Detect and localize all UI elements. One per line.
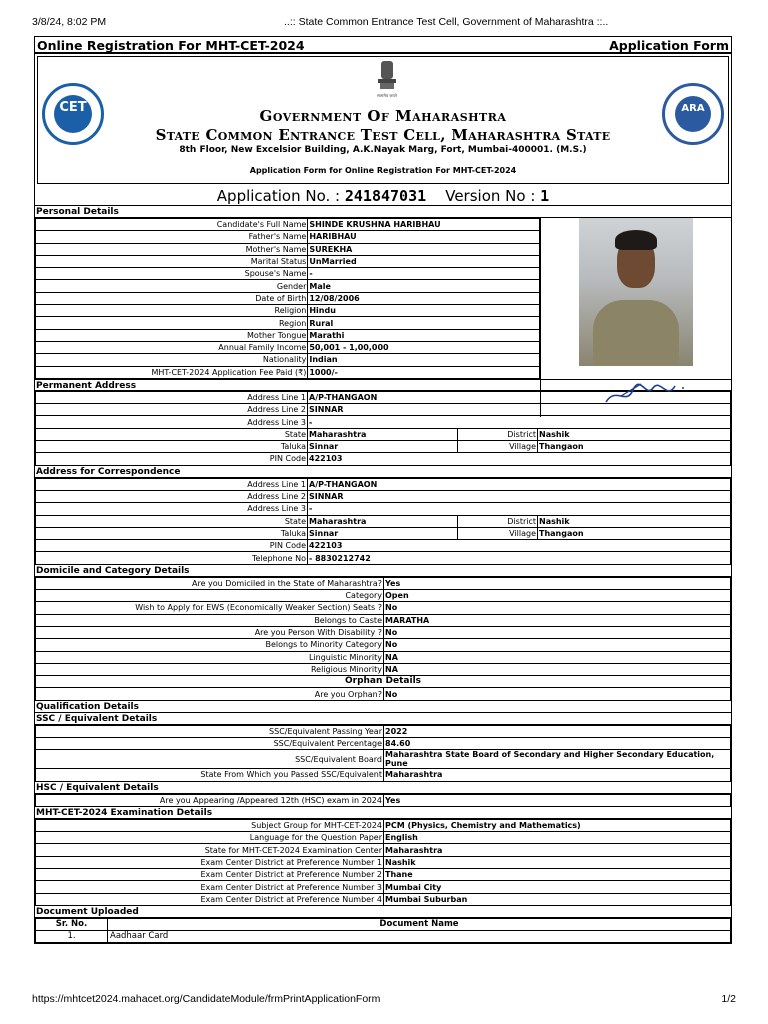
table-row <box>36 856 731 868</box>
field-label: Region <box>36 317 308 329</box>
field-value: Nashik <box>384 856 731 868</box>
table-row: Taluka Sinnar Village Thangaon <box>36 527 731 539</box>
domicile-heading: Domicile and Category Details <box>35 565 731 577</box>
ashoka-emblem-icon <box>372 59 402 99</box>
table-row <box>36 614 731 626</box>
field-value: 50,001 - 1,00,000 <box>308 341 540 353</box>
table-row <box>36 869 731 881</box>
table-row: Address Line 1 A/P-THANGAON <box>36 391 731 403</box>
application-no-label: Application No. : <box>216 187 345 205</box>
government-heading: Government Of Maharashtra <box>259 107 507 125</box>
domicile-table <box>35 577 731 701</box>
table-row <box>36 268 540 280</box>
table-row: Address Line 3 - <box>36 416 731 428</box>
table-row: Address Line 2 SINNAR <box>36 490 731 502</box>
field-label: Language for the Question Paper <box>36 832 384 844</box>
table-row <box>36 219 540 231</box>
documents-table <box>35 918 731 943</box>
form-title-bar <box>35 37 731 54</box>
field-label: Belongs to Minority Category <box>36 639 384 651</box>
candidate-photo <box>579 218 693 366</box>
table-row: PIN Code 422103 <box>36 453 731 465</box>
field-value: Maharashtra <box>384 769 731 781</box>
field-label: Exam Center District at Preference Number 4 <box>36 893 384 905</box>
table-row: Address Line 3 - <box>36 503 731 515</box>
field-value: Male <box>308 280 540 292</box>
field-label: Wish to Apply for EWS (Economically Weaker Section) Seats ? <box>36 602 384 614</box>
personal-table <box>35 218 540 379</box>
table-row <box>36 329 540 341</box>
personal-details <box>35 218 731 379</box>
field-label: Exam Center District at Preference Number 2 <box>36 869 384 881</box>
document-row <box>36 930 731 942</box>
table-row <box>36 305 540 317</box>
orphan-heading: Orphan Details <box>36 676 731 688</box>
field-label: SSC/Equivalent Passing Year <box>36 725 384 737</box>
field-value: Rural <box>308 317 540 329</box>
field-value: Mumbai City <box>384 881 731 893</box>
orphan-heading-row <box>36 676 731 688</box>
photo-signature-cell <box>540 218 731 417</box>
col-sr-no: Sr. No. <box>36 918 108 930</box>
table-row <box>36 255 540 267</box>
field-value: NA <box>384 651 731 663</box>
field-label: Religious Minority <box>36 663 384 675</box>
government-banner <box>37 56 729 184</box>
field-value: MARATHA <box>384 614 731 626</box>
application-form <box>34 36 732 944</box>
field-label: Category <box>36 590 384 602</box>
field-label: Nationality <box>36 354 308 366</box>
print-url: https://mhtcet2024.mahacet.org/CandidateModule/frmPrintApplicationForm <box>32 993 381 1005</box>
correspondence-address-table <box>35 478 731 565</box>
table-row <box>36 725 731 737</box>
table-row: Are you Orphan? No <box>36 688 731 700</box>
field-value: Maharashtra State Board of Secondary and Higher Secondary Education, Pune <box>384 750 731 769</box>
table-row <box>36 769 731 781</box>
field-label: Subject Group for MHT-CET-2024 <box>36 819 384 831</box>
print-page-number: 1/2 <box>721 993 736 1005</box>
permanent-address-heading: Permanent Address <box>35 379 731 391</box>
field-value: English <box>384 832 731 844</box>
emblem-caption: सत्यमेव जयते <box>377 93 397 98</box>
form-caption: Application Form for Online Registration For MHT-CET-2024 <box>249 166 517 175</box>
table-row: State Maharashtra District Nashik <box>36 515 731 527</box>
print-footer <box>32 993 736 1007</box>
field-value: Marathi <box>308 329 540 341</box>
table-row <box>36 819 731 831</box>
field-value: Mumbai Suburban <box>384 893 731 905</box>
field-value: Indian <box>308 354 540 366</box>
field-value: 12/08/2006 <box>308 292 540 304</box>
exam-table <box>35 819 731 906</box>
field-label: Mother's Name <box>36 243 308 255</box>
table-row <box>36 651 731 663</box>
field-label: State From Which you Passed SSC/Equivalent <box>36 769 384 781</box>
field-label: Annual Family Income <box>36 341 308 353</box>
table-row: State Maharashtra District Nashik <box>36 428 731 440</box>
field-label: MHT-CET-2024 Application Fee Paid (₹) <box>36 366 308 378</box>
ara-logo <box>662 83 724 145</box>
table-row <box>36 341 540 353</box>
table-row <box>36 881 731 893</box>
field-label: Religion <box>36 305 308 317</box>
hsc-heading: HSC / Equivalent Details <box>35 782 731 794</box>
ssc-table <box>35 725 731 782</box>
personal-details-heading: Personal Details <box>35 206 731 218</box>
field-label: SSC/Equivalent Percentage <box>36 737 384 749</box>
field-label: Mother Tongue <box>36 329 308 341</box>
field-value: Open <box>384 590 731 602</box>
field-label: Gender <box>36 280 308 292</box>
document-sr-no: 1. <box>36 930 108 942</box>
field-label: Linguistic Minority <box>36 651 384 663</box>
hsc-table <box>35 794 731 807</box>
table-row <box>36 737 731 749</box>
field-value: No <box>384 639 731 651</box>
field-value: PCM (Physics, Chemistry and Mathematics) <box>384 819 731 831</box>
table-row <box>36 366 540 378</box>
table-row <box>36 750 731 769</box>
cell-heading: State Common Entrance Test Cell, Maharashtra State <box>155 126 611 144</box>
table-row <box>36 354 540 366</box>
field-label: Are you Domiciled in the State of Maharashtra? <box>36 577 384 589</box>
field-label: Father's Name <box>36 231 308 243</box>
field-value: No <box>384 602 731 614</box>
form-left-title: Online Registration For MHT-CET-2024 <box>37 38 305 53</box>
field-value: 84.60 <box>384 737 731 749</box>
table-row <box>36 280 540 292</box>
table-row <box>36 577 731 589</box>
col-document-name: Document Name <box>108 918 731 930</box>
table-row <box>36 832 731 844</box>
field-label: Belongs to Caste <box>36 614 384 626</box>
field-value: NA <box>384 663 731 675</box>
application-number-row <box>35 186 731 206</box>
field-value: Maharashtra <box>384 844 731 856</box>
exam-details-heading: MHT-CET-2024 Examination Details <box>35 807 731 819</box>
field-value: Thane <box>384 869 731 881</box>
table-row <box>36 602 731 614</box>
qualification-heading: Qualification Details <box>35 701 731 713</box>
form-right-title: Application Form <box>609 38 729 53</box>
field-value: No <box>384 626 731 638</box>
field-value: SHINDE KRUSHNA HARIBHAU <box>308 219 540 231</box>
document-name: Aadhaar Card <box>108 930 731 942</box>
office-address: 8th Floor, New Excelsior Building, A.K.Nayak Marg, Fort, Mumbai-400001. (M.S.) <box>179 145 587 155</box>
field-value: - <box>308 268 540 280</box>
table-row: Taluka Sinnar Village Thangaon <box>36 441 731 453</box>
table-row <box>36 292 540 304</box>
field-label: Exam Center District at Preference Number 3 <box>36 881 384 893</box>
field-value: 1000/- <box>308 366 540 378</box>
field-value: Hindu <box>308 305 540 317</box>
print-datetime: 3/8/24, 8:02 PM <box>32 16 107 28</box>
field-value: SUREKHA <box>308 243 540 255</box>
documents-heading: Document Uploaded <box>35 906 731 918</box>
print-header <box>32 16 736 30</box>
table-row <box>36 243 540 255</box>
candidate-signature <box>601 376 691 410</box>
table-row <box>36 626 731 638</box>
table-row: Are you Appearing /Appeared 12th (HSC) exam in 2024 Yes <box>36 794 731 806</box>
version-no: 1 <box>540 187 550 205</box>
table-row <box>36 317 540 329</box>
application-no: 241847031 <box>344 187 427 205</box>
field-value: HARIBHAU <box>308 231 540 243</box>
table-row: Telephone No - 8830212742 <box>36 552 731 564</box>
field-label: Exam Center District at Preference Number 1 <box>36 856 384 868</box>
table-row: Address Line 2 SINNAR <box>36 404 731 416</box>
ara-logo-text: ARA <box>681 103 705 114</box>
field-label: State for MHT-CET-2024 Examination Center <box>36 844 384 856</box>
ssc-heading: SSC / Equivalent Details <box>35 713 731 725</box>
table-row <box>36 844 731 856</box>
field-label: Are you Person With Disability ? <box>36 626 384 638</box>
table-row <box>36 663 731 675</box>
field-label: Marital Status <box>36 255 308 267</box>
table-row: PIN Code 422103 <box>36 540 731 552</box>
table-row <box>36 231 540 243</box>
version-no-label: Version No : <box>445 187 541 205</box>
print-page-title: ..:: State Common Entrance Test Cell, Government of Maharashtra ::.. <box>284 16 609 28</box>
field-value: 2022 <box>384 725 731 737</box>
documents-header-row <box>36 918 731 930</box>
field-label: Spouse's Name <box>36 268 308 280</box>
table-row <box>36 639 731 651</box>
table-row: Address Line 1 A/P-THANGAON <box>36 478 731 490</box>
cet-logo-text: CET <box>59 100 87 115</box>
correspondence-address-heading: Address for Correspondence <box>35 466 731 478</box>
field-value: Yes <box>384 577 731 589</box>
field-value: UnMarried <box>308 255 540 267</box>
table-row <box>36 893 731 905</box>
field-label: SSC/Equivalent Board <box>36 750 384 769</box>
field-label: Date of Birth <box>36 292 308 304</box>
table-row <box>36 590 731 602</box>
field-label: Candidate's Full Name <box>36 219 308 231</box>
